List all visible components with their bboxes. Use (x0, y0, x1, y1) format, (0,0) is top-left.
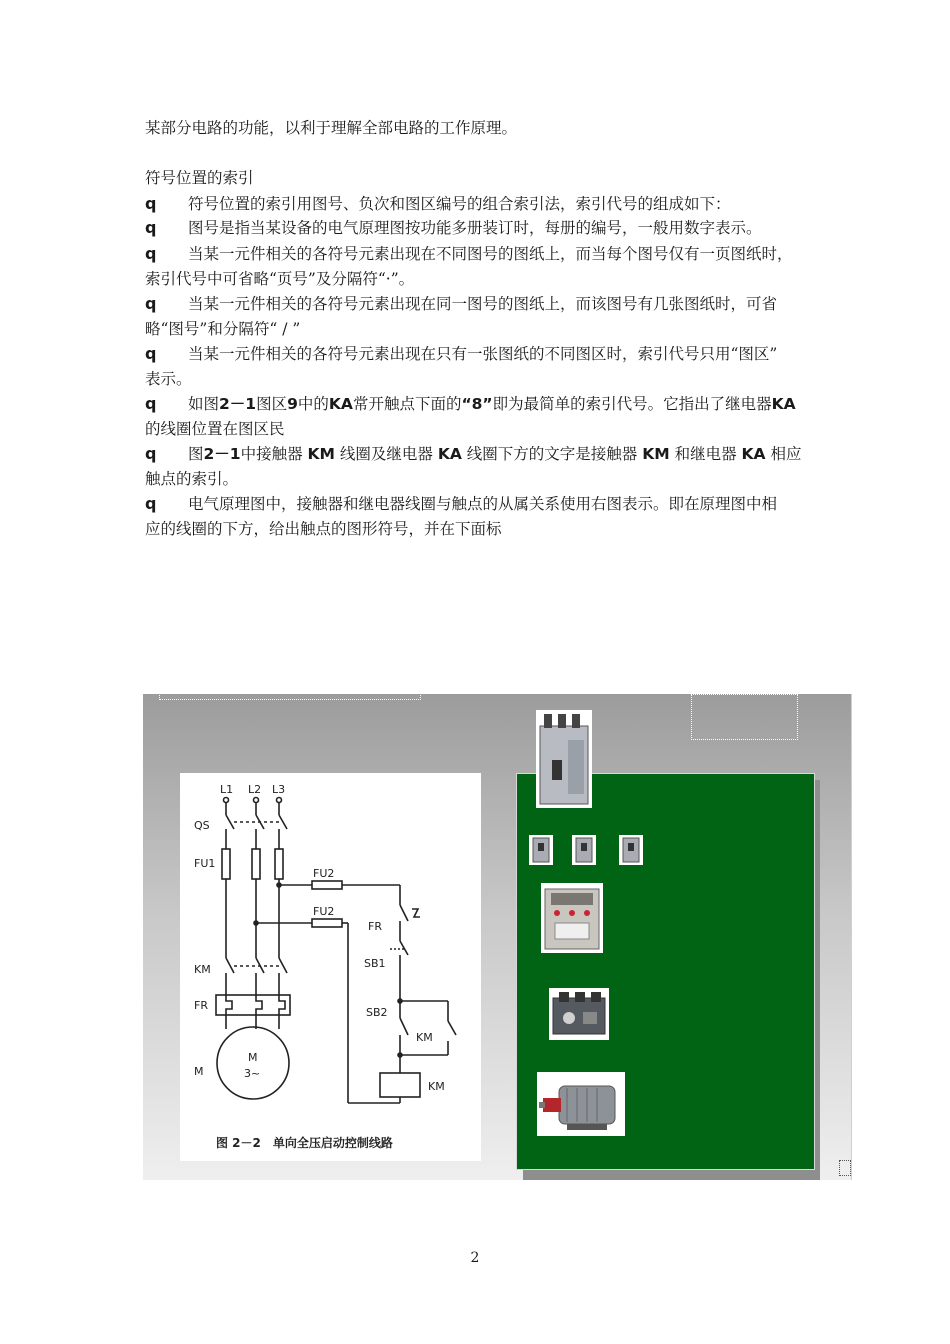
label-l3: L3 (272, 783, 286, 796)
bullet-marker: q (145, 294, 157, 313)
label-sb2: SB2 (366, 1006, 388, 1019)
motor-photo (537, 1072, 625, 1136)
bullet-text: 当某一元件相关的各符号元素出现在不同图号的图纸上，而当每个图号仅有一页图纸时， (188, 245, 793, 263)
bullet-text: 电气原理图中，接触器和继电器线圈与触点的从属关系使用右图表示。即在原理图中相 (188, 495, 778, 513)
bullet-text: 图号是指当某设备的电气原理图按功能多册装订时，每册的编号，一般用数字表示。 (188, 219, 762, 237)
label-fr-control: FR (368, 920, 382, 933)
fuse-icon (572, 835, 596, 865)
bullet-text: 如图2－1图区9中的KA常开触点下面的“8”即为最简单的索引代号。它指出了继电器KA (188, 395, 796, 413)
page-number: 2 (470, 1250, 480, 1266)
bullet-continuation: 索引代号中可省略“页号”及分隔符“·”。 (145, 270, 415, 288)
label-motor-spec: 3~ (244, 1067, 261, 1080)
breaker-photo (536, 710, 592, 808)
bullet-marker: q (145, 218, 157, 237)
fuse-photo (572, 835, 596, 865)
placeholder-frame (159, 694, 421, 700)
label-km-aux: KM (416, 1031, 433, 1044)
fuse-icon (529, 835, 553, 865)
bullet-text: 图2－1中接触器 KM 线圈及继电器 KA 线圈下方的文字是接触器 KM 和继电器 KA 相应 (188, 445, 802, 463)
bullet-marker: q (145, 494, 157, 513)
contactor-icon (541, 883, 603, 953)
bullet-marker: q (145, 244, 157, 263)
bullet-continuation: 触点的索引。 (145, 470, 239, 488)
thermal-relay-icon (549, 988, 609, 1040)
bullet-text: 当某一元件相关的各符号元素出现在只有一张图纸的不同图区时，索引代号只用“图区” (188, 345, 778, 363)
schematic-caption: 图 2－2 单向全压启动控制线路 (216, 1136, 393, 1150)
embedded-slide (143, 694, 912, 1180)
label-km-coil: KM (428, 1080, 445, 1093)
fuse-photo (529, 835, 553, 865)
label-fr-main: FR (194, 999, 208, 1012)
slide-side-panel (851, 694, 912, 1180)
bullet-continuation: 应的线圈的下方，给出触点的图形符号，并在下面标 (145, 520, 502, 538)
fuse-icon (619, 835, 643, 865)
breaker-icon (536, 710, 592, 808)
bullet-marker: q (145, 194, 157, 213)
schematic-drawing (180, 773, 481, 1161)
fuse-photo (619, 835, 643, 865)
label-fu2-bottom: FU2 (313, 905, 335, 918)
label-motor-inner: M (248, 1051, 258, 1064)
placeholder-frame (839, 1160, 851, 1176)
motor-icon (537, 1072, 625, 1136)
thermal-relay-photo (549, 988, 609, 1040)
bullet-marker: q (145, 394, 157, 413)
placeholder-frame (691, 694, 798, 740)
contactor-photo (541, 883, 603, 953)
label-l2: L2 (248, 783, 262, 796)
bullet-text: 当某一元件相关的各符号元素出现在同一图号的图纸上，而该图号有几张图纸时，可省 (188, 295, 778, 313)
bullet-text: 符号位置的索引用图号、负次和图区编号的组合索引法，索引代号的组成如下： (188, 195, 731, 213)
label-fu2-top: FU2 (313, 867, 335, 880)
bullet-continuation: 的线圈位置在图区民 (145, 420, 285, 438)
bullet-continuation: 略“图号”和分隔符“ / ” (145, 320, 301, 338)
bullet-marker: q (145, 444, 157, 463)
bullet-continuation: 表示。 (145, 370, 192, 388)
label-sb1: SB1 (364, 957, 386, 970)
bullet-marker: q (145, 344, 157, 363)
control-circuit-schematic (180, 773, 481, 1161)
label-fu1: FU1 (194, 857, 216, 870)
label-km-main: KM (194, 963, 211, 976)
text-line: 某部分电路的功能，以利于理解全部电路的工作原理。 (145, 119, 518, 137)
section-heading: 符号位置的索引 (145, 169, 254, 187)
label-motor: M (194, 1065, 204, 1078)
label-l1: L1 (220, 783, 234, 796)
label-qs: QS (194, 819, 210, 832)
